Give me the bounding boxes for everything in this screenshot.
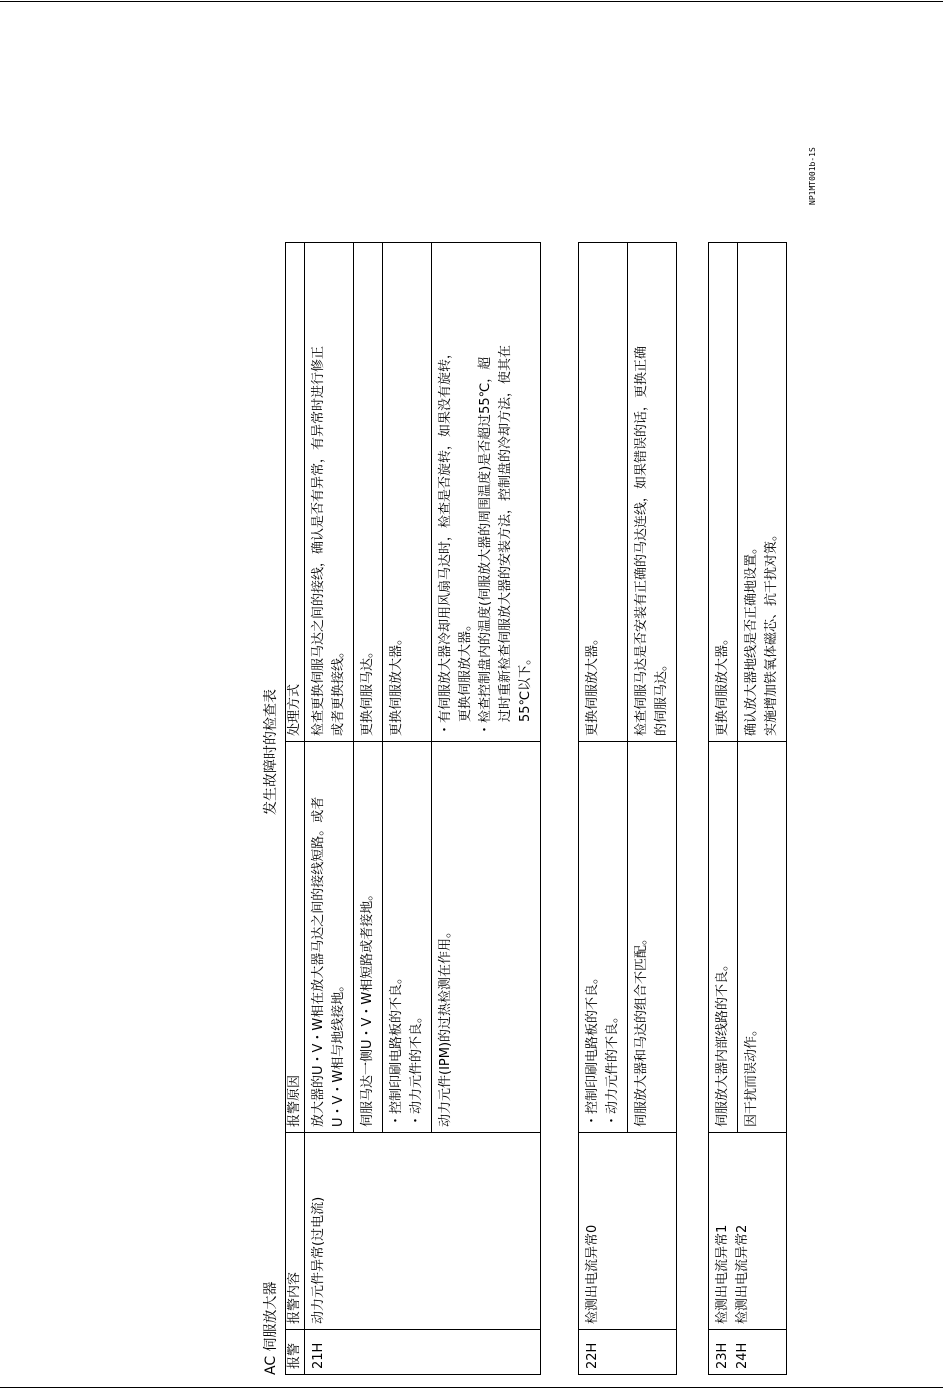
alarm-cause: 动力元件(IPM)的过热检测在作用。	[432, 742, 541, 1133]
alarm-action: 更换伺服马达。	[354, 243, 383, 742]
alarm-item: 动力元件异常(过电流)	[305, 1133, 541, 1330]
alarm-cause: 伺服放大器内部线路的不良。	[709, 742, 738, 1133]
alarm-action: ・有伺服放大器冷却用风扇马达时，检查是否旋转，如果没有旋转， 更换伺服放大器。 ・检查控制盘内的温度(伺服放大器的周围温度)是否超过55℃，超 过时重新检查伺服放大器的安装方法，控制盘的冷却方法，使其在 55℃以下。	[432, 243, 541, 742]
page-title: 发生故障时的检查表	[263, 689, 279, 815]
alarm-cause: 伺服放大器和马达的组合不匹配。	[628, 742, 677, 1133]
table-group-23h-24h	[708, 242, 787, 1375]
alarm-item: 检测出电流异常1 检测出电流异常2	[709, 1133, 787, 1330]
alarm-cause: 因干扰而误动作。	[738, 742, 787, 1133]
alarm-cause: ・控制印刷电路板的不良。 ・动力元件的不良。	[579, 742, 628, 1133]
section-caption: AC 伺服放大器	[263, 1281, 279, 1375]
alarm-cause: 伺服马达一侧U・V・W相短路或者接地。	[354, 742, 383, 1133]
alarm-action: 更换伺服放大器。	[709, 243, 738, 742]
header-row	[286, 243, 305, 1375]
table-row	[579, 243, 628, 1375]
header-action: 处理方式	[286, 243, 305, 742]
alarm-code: 22H	[579, 1330, 677, 1375]
top-rule	[0, 1, 943, 2]
rotated-page-content	[260, 95, 840, 1375]
header-item: 报警内容	[286, 1133, 305, 1330]
alarm-code: 23H 24H	[709, 1330, 787, 1375]
alarm-cause: ・控制印刷电路板的不良。 ・动力元件的不良。	[383, 742, 432, 1133]
table-row	[305, 243, 354, 1375]
figure-code: NP1MT001b-1S	[808, 147, 817, 205]
table-group-21h	[285, 242, 541, 1375]
header-code: 报警	[286, 1330, 305, 1375]
table-row	[709, 243, 738, 1375]
alarm-action: 检查伺服马达是否安装有正确的马达连线，如果错误的话，更换正确 的伺服马达。	[628, 243, 677, 742]
alarm-code: 21H	[305, 1330, 541, 1375]
alarm-action: 确认放大器地线是否正确地设置。 实施增加铁氧体磁芯、抗干扰对策。	[738, 243, 787, 742]
header-cause: 报警原因	[286, 742, 305, 1133]
alarm-action: 更换伺服放大器。	[579, 243, 628, 742]
alarm-action: 检查更换伺服马达之间的接线，确认是否有异常，有异常时进行修正 或者更换接线。	[305, 243, 354, 742]
table-group-22h	[578, 242, 677, 1375]
alarm-item: 检测出电流异常0	[579, 1133, 677, 1330]
bottom-rule	[0, 1387, 943, 1388]
alarm-cause: 放大器的U・V・W相在放大器马达之间的接线短路。或者 U・V・W相与地线接地。	[305, 742, 354, 1133]
alarm-action: 更换伺服放大器。	[383, 243, 432, 742]
